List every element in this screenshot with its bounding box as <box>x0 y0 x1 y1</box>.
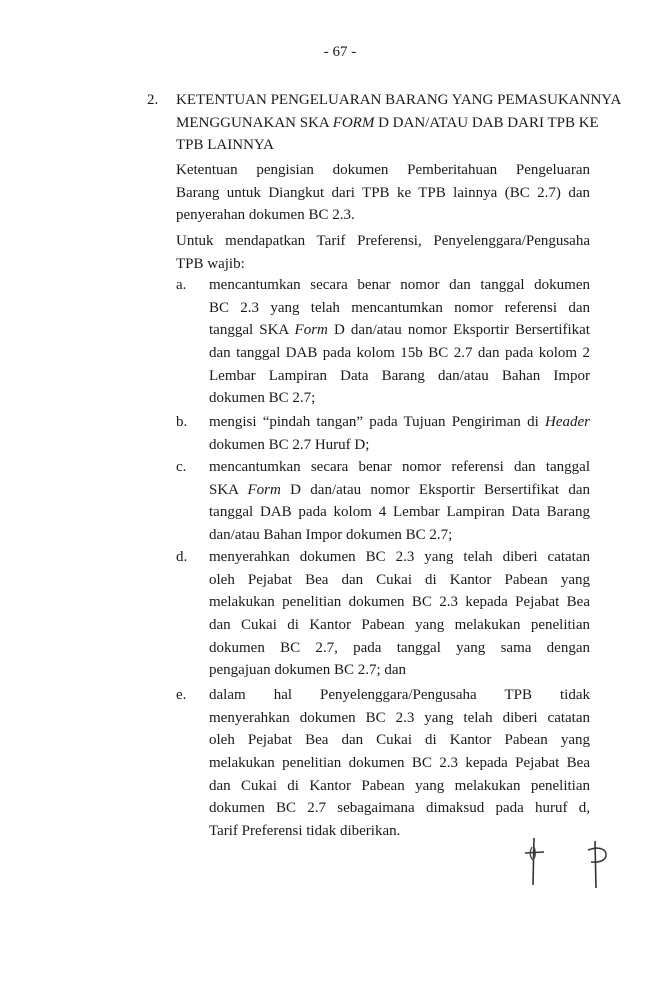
text-segment: oleh Pejabat Bea dan Cukai di Kantor Pabean yang <box>209 571 590 588</box>
paragraph <box>176 159 590 227</box>
initial-signature-1 <box>520 835 560 890</box>
italic-term: FORM <box>332 114 375 131</box>
text-line <box>176 134 590 157</box>
text-line <box>209 775 590 798</box>
text-segment: D dan/atau nomor Eksportir Bersertifikat dan <box>280 481 590 498</box>
text-segment: tanggal DAB pada kolom 4 Lembar Lampiran Data Barang <box>209 504 590 521</box>
list-item <box>209 546 590 682</box>
text-segment: dan tanggal DAB pada kolom 15b BC 2.7 dan pada kolom 2 <box>209 345 590 362</box>
text-segment: oleh Pejabat Bea dan Cukai di Kantor Pabean yang <box>209 732 590 749</box>
text-segment: TPB wajib: <box>176 255 245 272</box>
list-marker: a. <box>176 277 187 293</box>
text-line <box>209 365 590 388</box>
text-segment: menyerahkan dokumen BC 2.3 yang telah diberi catatan <box>209 549 590 565</box>
initial-signature-2 <box>585 838 615 893</box>
text-line <box>209 297 590 320</box>
text-segment: menyerahkan dokumen BC 2.3 yang telah diberi catatan <box>209 709 590 726</box>
text-line <box>176 253 590 276</box>
page-number: - 67 - <box>323 44 357 60</box>
text-segment: penyerahan dokumen BC 2.3. <box>176 207 355 224</box>
text-line <box>209 659 590 682</box>
text-line <box>209 591 590 614</box>
list-item <box>209 684 590 843</box>
text-segment: MENGGUNAKAN SKA <box>176 114 333 131</box>
italic-term: Header <box>545 414 590 430</box>
list-item <box>209 274 590 410</box>
section-title <box>176 89 622 157</box>
text-segment: dokumen BC 2.7, pada tanggal yang sama dengan <box>209 639 590 656</box>
text-segment: dokumen BC 2.7; <box>209 390 316 407</box>
paragraph <box>176 230 590 275</box>
text-segment: Untuk mendapatkan Tarif Preferensi, Penyelenggara/Pengusaha <box>176 233 590 249</box>
text-segment: D dan/atau nomor Eksportir Bersertifikat <box>327 322 590 339</box>
text-line <box>209 707 590 730</box>
text-line <box>176 89 622 112</box>
text-line <box>209 637 590 660</box>
text-segment: dalam hal Penyelenggara/Pengusaha TPB tidak <box>209 687 590 703</box>
text-line <box>209 797 590 820</box>
text-segment: SKA <box>209 481 248 498</box>
text-segment: dan Cukai di Kantor Pabean yang melakukan penelitian <box>209 617 590 634</box>
text-segment: Barang untuk Diangkut dari TPB ke TPB lainnya (BC 2.7) dan <box>176 184 590 201</box>
text-line <box>209 524 590 547</box>
text-segment: mengisi “pindah tangan” pada Tujuan Pengiriman di <box>209 414 545 430</box>
text-segment: melakukan penelitian dokumen BC 2.3 kepada Pejabat Bea <box>209 594 590 611</box>
text-segment: melakukan penelitian dokumen BC 2.3 kepada Pejabat Bea <box>209 755 590 772</box>
text-segment: dokumen BC 2.7 sebagaimana dimaksud pada huruf d, <box>209 800 590 817</box>
text-line <box>209 456 590 479</box>
text-segment: dokumen BC 2.7 Huruf D; <box>209 436 370 453</box>
list-item <box>209 456 590 547</box>
text-segment: Lembar Lampiran Data Barang dan/atau Bahan Impor <box>209 367 590 384</box>
text-line <box>209 569 590 592</box>
text-line <box>209 411 590 434</box>
text-line <box>209 387 590 410</box>
text-line <box>209 546 590 569</box>
text-line <box>176 230 590 253</box>
list-item <box>209 411 590 456</box>
list-marker: d. <box>176 549 188 565</box>
text-segment: D DAN/ATAU DAB DARI TPB KE <box>374 114 599 131</box>
text-segment: dan Cukai di Kantor Pabean yang melakukan penelitian <box>209 777 590 794</box>
text-segment: TPB LAINNYA <box>176 137 274 154</box>
text-line <box>209 752 590 775</box>
italic-term: Form <box>247 481 281 498</box>
italic-term: Form <box>294 322 328 339</box>
text-segment: KETENTUAN PENGELUARAN BARANG YANG PEMASUKANNYA <box>176 92 622 108</box>
text-segment: Ketentuan pengisian dokumen Pemberitahuan Pengeluaran <box>176 162 590 178</box>
text-line <box>209 434 590 457</box>
text-line <box>176 159 590 182</box>
text-line <box>209 479 590 502</box>
text-segment: mencantumkan secara benar nomor dan tanggal dokumen <box>209 277 590 293</box>
list-marker: e. <box>176 687 187 703</box>
list-marker: c. <box>176 459 187 475</box>
text-line <box>176 112 599 135</box>
text-line <box>209 684 590 707</box>
text-line <box>176 204 590 227</box>
text-segment: tanggal SKA <box>209 322 295 339</box>
text-line <box>209 342 590 365</box>
list-marker: b. <box>176 414 188 430</box>
text-segment: mencantumkan secara benar nomor referensi dan tanggal <box>209 459 590 475</box>
text-line <box>209 729 590 752</box>
text-line <box>176 182 590 205</box>
text-segment: dan/atau Bahan Impor dokumen BC 2.7; <box>209 527 453 544</box>
section-number: 2. <box>147 92 159 108</box>
text-line <box>209 501 590 524</box>
text-line <box>209 614 590 637</box>
text-line <box>209 319 590 342</box>
text-line <box>209 274 590 297</box>
text-segment: Tarif Preferensi tidak diberikan. <box>209 823 401 840</box>
text-segment: pengajuan dokumen BC 2.7; dan <box>209 662 407 679</box>
text-segment: BC 2.3 yang telah mencantumkan nomor referensi dan <box>209 299 590 316</box>
